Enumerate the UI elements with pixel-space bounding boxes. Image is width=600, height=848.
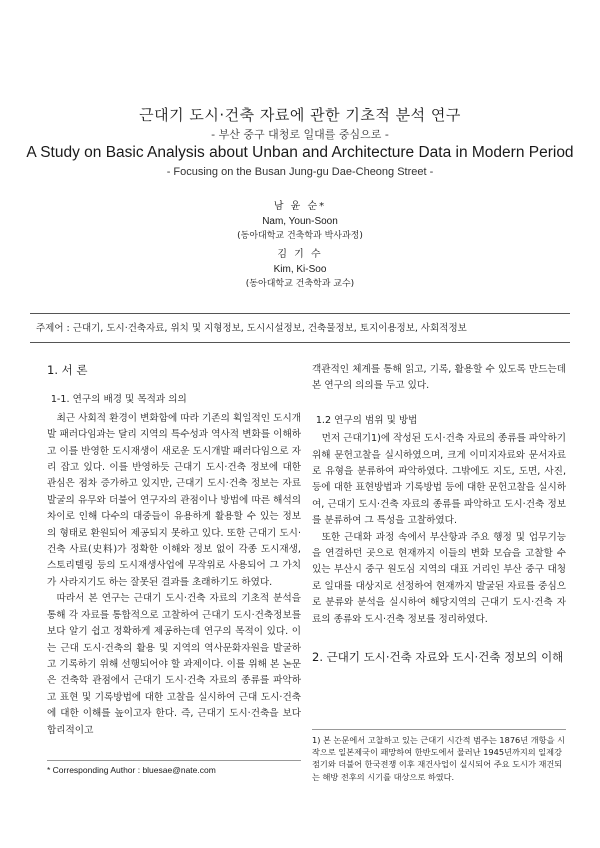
paragraph: 최근 사회적 환경이 변화함에 따라 기존의 획일적인 도시개발 패러다임과는 달리 지역의 특수성과 역사적 변화를 이해하고 이를 반영한 도시재생이 새로운 도시개발 패러다임으로 자리 잡고 있다. 이를 반영하듯 근대기 도시·건축 정보에 대한 관심은 점차 증가하고 있지만, 근대기 도시·건축 정보는 자료발굴의 유무와 더불어 연구자의 관점이나 방법에 따른 해석의 차이로 인해 다수의 대중들이 유용하게 활용할 수 있는 정보의 형태로 환원되어 제공되지 못하고 있다. 또한 근대기 도시·건축 사료(史料)가 정확한 이해와 정보 없이 각종 도시재생, 스토리텔링 등의 도시재생사업에 무작위로 사용되어 그 가치가 사라지기도 하는 잘못된 결과를 초래하기도 하였다.: [47, 412, 301, 588]
section-1-heading: 1. 서 론: [47, 363, 88, 377]
keywords-box: 주제어 : 근대기, 도시·건축자료, 위치 및 지형정보, 도시시설정보, 건축물정보, 토지이용정보, 사회적정보: [30, 313, 570, 343]
author-2-name-english: Kim, Ki-Soo: [273, 264, 327, 275]
paper-title-english: A Study on Basic Analysis about Unban and Architecture Data in Modern Period: [26, 144, 574, 161]
author-2-name-korean: 김 기 수: [277, 249, 323, 260]
author-2-affiliation: (동아대학교 건축학과 교수): [245, 279, 355, 289]
subsection-1-2-heading: 1.2 연구의 범위 및 방법: [315, 414, 418, 426]
paragraph: 또한 근대화 과정 속에서 부산항과 주요 행정 및 업무기능을 연결하던 곳으로 현재까지 이들의 변화 모습을 고찰할 수 있는 부산시 중구 원도심 지역의 대표 거리인 부산 중구 대청로 일대를 대상지로 선정하여 현재까지 발굴된 자료를 중심으로 분류와 분석을 실시하여 해당지역의 근대기 도시·건축 자료의 종류와 도시·건축 정보를 정리하였다.: [312, 531, 566, 625]
left-column: [47, 362, 301, 739]
author-1-name-english: Nam, Youn-Soon: [262, 216, 338, 227]
corresponding-author-footnote: * Corresponding Author : bluesae@nate.com: [47, 760, 301, 775]
subsection-1-1-heading: 1-1. 연구의 배경 및 목적과 의의: [50, 394, 187, 406]
section-2-heading: 2. 근대기 도시·건축 자료와 도시·건축 정보의 이해: [312, 650, 564, 665]
footnote-1: 1) 본 논문에서 고찰하고 있는 근대기 시간적 범주는 1876년 개항을 시작으로 일본제국이 패망하여 한반도에서 물러난 1945년까지의 일제강점기와 더불어 한국전쟁 이후 재건사업이 실시되어 주요 도시가 재건되는 해방 전후의 시기를 대상으로 하였다.: [312, 729, 566, 783]
paper-title-korean: 근대기 도시·건축 자료에 관한 기초적 분석 연구: [139, 106, 461, 124]
author-1-name-korean: 남 윤 순*: [273, 201, 327, 212]
paper-subtitle-english: - Focusing on the Busan Jung-gu Dae-Cheong Street -: [166, 166, 434, 178]
paper-subtitle-korean: - 부산 중구 대청로 일대를 중심으로 -: [211, 128, 389, 141]
paragraph: 먼저 근대기1)에 작성된 도시·건축 자료의 종류를 파악하기 위해 문헌고찰을 실시하였으며, 크게 이미지자료와 문서자료로 유형을 분류하여 파악하였다. 그밖에도 지도, 도면, 사진, 등에 대한 표현방법과 기록방법 등에 대한 문헌고찰을 실시하여, 근대기 도시·건축 자료의 종류를 파악하고 도시·건축 정보를 분류하여 그 특성을 고찰하였다.: [312, 433, 566, 527]
author-1-affiliation: (동아대학교 건축학과 박사과정): [237, 231, 363, 241]
paragraph-continuation: 객관적인 체계를 통해 읽고, 기록, 활용할 수 있도록 만드는데 본 연구의 의의를 두고 있다.: [312, 364, 566, 392]
right-column: [312, 362, 566, 666]
paragraph: 따라서 본 연구는 근대기 도시·건축 자료의 기초적 분석을 통해 각 자료를 통합적으로 고찰하여 근대기 도시·건축정보를 보다 알기 쉽고 정확하게 제공하는데 연구의 목적이 있다. 이는 근대 도시·건축의 활용 및 지역의 역사문화자원을 발굴하고 기록하기 위해 선행되어야 할 과제이다. 이를 위해 본 논문은 건축학 관점에서 근대기 도시·건축 자료의 종류를 파악하고 표현 및 기록방법에 대한 고찰을 실시하여 근대 도시·건축에 대한 이해를 높이고자 한다. 즉, 근대기 도시·건축을 보다 합리적이고: [47, 593, 301, 736]
